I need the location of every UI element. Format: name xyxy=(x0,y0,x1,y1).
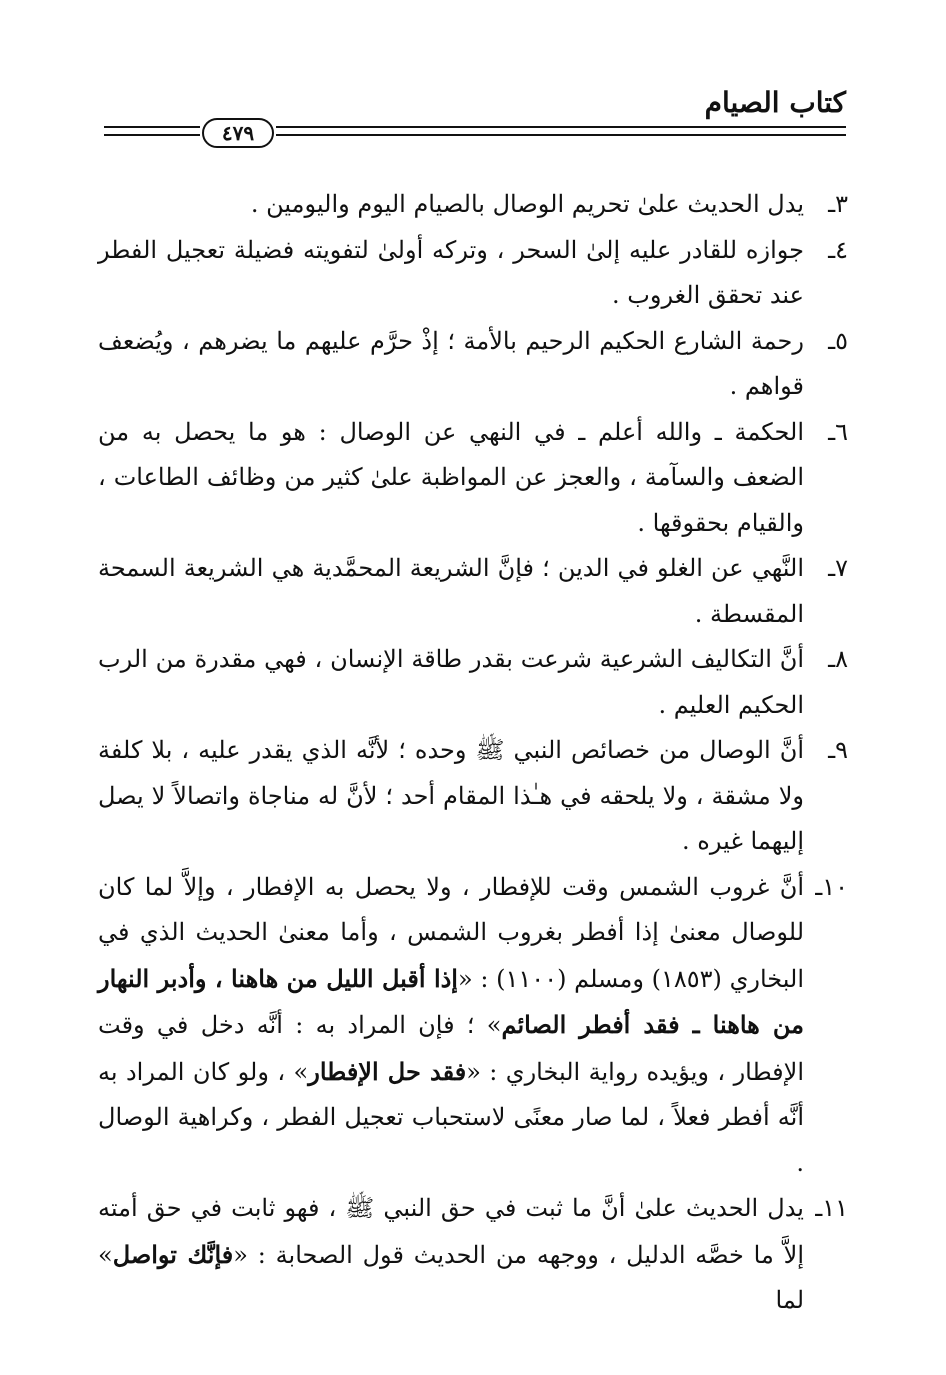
header-rule-left-top xyxy=(104,126,200,128)
point-text: النَّهي عن الغلو في الدين ؛ فإنَّ الشريعة المحمَّدية هي الشريعة السمحة المقسطة . xyxy=(98,554,804,628)
hadith-quote: فإنَّك تواصل xyxy=(112,1239,234,1269)
point-number: ٤ـ xyxy=(828,235,848,264)
page-header xyxy=(100,82,846,152)
point-text: يدل الحديث علىٰ تحريم الوصال بالصيام اليوم واليومين . xyxy=(250,190,804,218)
numbered-point xyxy=(98,182,848,228)
book-title: كتاب الصيام xyxy=(704,86,846,119)
numbered-point xyxy=(98,546,848,637)
header-rule-right-bottom xyxy=(276,134,846,136)
point-text: جوازه للقادر عليه إلىٰ السحر ، وتركه أولىٰ لتفويته فضيلة تعجيل الفطر عند تحقق الغروب . xyxy=(98,235,804,309)
numbered-point xyxy=(98,319,848,410)
point-text: أنَّ غروب الشمس وقت للإفطار ، ولا يحصل به الإفطار ، وإلاَّ لما كان للوصال معنىٰ إذا أفطر بغروب الشمس ، وأما معنىٰ الحديث الذي في البخاري (١٨٥٣) ومسلم (١١٠٠) : « xyxy=(98,872,804,993)
point-text: أنَّ الوصال من خصائص النبي ﷺ وحده ؛ لأنَّه الذي يقدر عليه ، بلا كلفة ولا مشقة ، ولا يلحقه في هـٰذا المقام أحد ؛ لأنَّ له مناجاة واتصالاً لا يصل إليهما غيره . xyxy=(98,736,804,855)
hadith-quote: فقد حل الإفطار xyxy=(308,1056,467,1086)
page-number: ٤٧٩ xyxy=(202,118,274,148)
numbered-point xyxy=(98,410,848,547)
point-text: الحكمة ـ والله أعلم ـ في النهي عن الوصال : هو ما يحصل به من الضعف والسآمة ، والعجز عن المواظبة علىٰ كثير من وظائف الطاعات ، والقيام بحقوقها . xyxy=(98,417,804,537)
point-text: أنَّ التكاليف الشرعية شرعت بقدر طاقة الإنسان ، فهي مقدرة من الرب الحكيم العليم . xyxy=(98,645,805,719)
point-text: يدل الحديث علىٰ أنَّ ما ثبت في حق النبي ﷺ ، فهو ثابت في حق أمته إلاَّ ما خصَّه الدليل ، ووجهه من الحديث قول الصحابة : « xyxy=(98,1194,804,1269)
point-number: ٣ـ xyxy=(828,190,848,218)
header-rule-left-bottom xyxy=(104,134,200,136)
point-text: رحمة الشارع الحكيم الرحيم بالأمة ؛ إذْ حرَّم عليهم ما يضرهم ، ويُضعف قواهم . xyxy=(98,326,804,400)
numbered-point xyxy=(98,728,848,865)
numbered-point xyxy=(98,865,848,1187)
point-text: » ، ولو كان المراد به أنَّه أفطر فعلاً ، لما صار معنًى لاستحباب تعجيل الفطر ، وكراهية الوصال . xyxy=(98,1057,804,1177)
point-number: ١٠ـ xyxy=(815,872,848,901)
point-text: » لما xyxy=(98,1240,804,1314)
point-number: ١١ـ xyxy=(815,1194,848,1222)
point-number: ٦ـ xyxy=(828,417,848,446)
point-number: ٩ـ xyxy=(828,736,848,764)
header-rule-right-top xyxy=(276,126,846,128)
numbered-point xyxy=(98,228,848,319)
point-number: ٥ـ xyxy=(828,326,848,355)
page-body xyxy=(98,182,848,1324)
numbered-point xyxy=(98,1186,848,1324)
point-number: ٨ـ xyxy=(828,645,849,673)
point-text: » ؛ فإن المراد به : أنَّه دخل في وقت الإفطار ، ويؤيده رواية البخاري : « xyxy=(98,1011,804,1086)
numbered-point xyxy=(98,637,848,728)
hadith-quote: إذا أقبل الليل من هاهنا ، وأدبر النهار من هاهنا ـ فقد أفطر الصائم xyxy=(98,963,804,1039)
point-number: ٧ـ xyxy=(828,554,848,582)
